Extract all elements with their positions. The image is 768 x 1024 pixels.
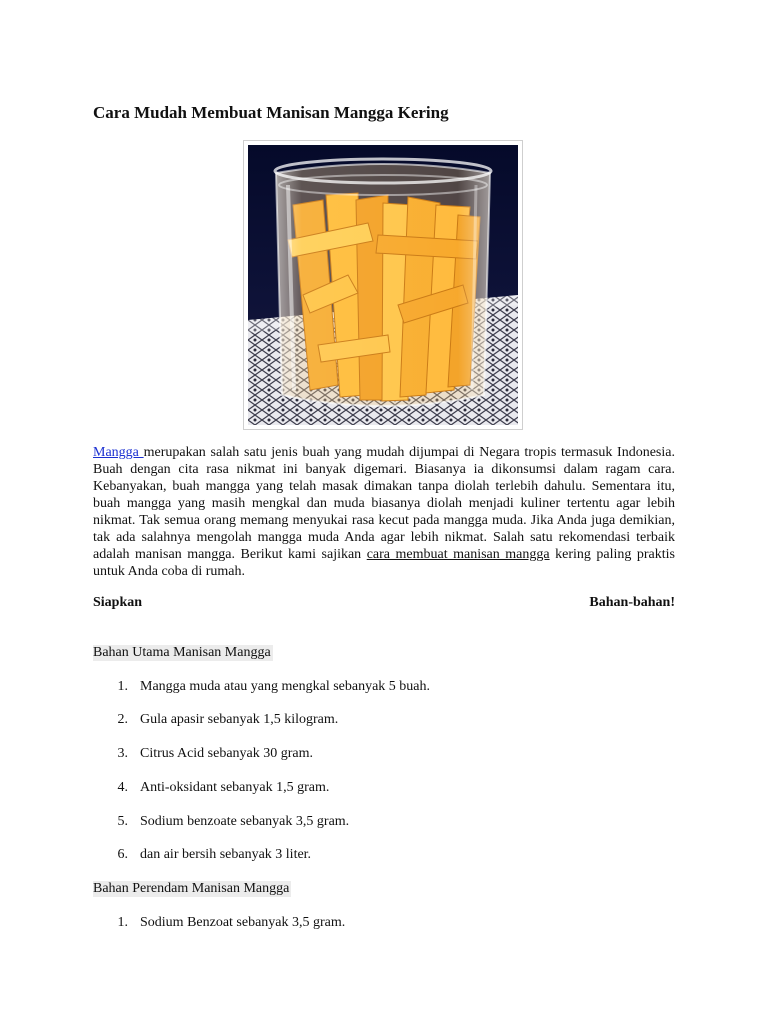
- list-item-text: Sodium benzoate sebanyak 3,5 gram.: [140, 814, 350, 829]
- list-item-text: Gula apasir sebanyak 1,5 kilogram.: [140, 712, 339, 727]
- mango-jar-illustration: [248, 145, 518, 425]
- list-item: [93, 915, 675, 933]
- list-item-text: Sodium Benzoat sebanyak 3,5 gram.: [140, 915, 346, 930]
- intro-text-1: merupakan salah satu jenis buah yang mudah dijumpai di Negara tropis termasuk Indonesia. Buah dengan cita rasa nikmat ini banyak digemari. Biasanya ia dikonsumsi dalam ragam cara. Kebanyakan, buah mangga yang telah masak dimakan tanpa diolah terlebih dahulu. Sementara itu, buah mangga yang masih mengkal dan muda biasanya diolah menjadi kuliner tertentu agar lebih nikmat. Tak semua orang memang menyukai rasa kecut pada mangga muda. Jika Anda juga demikian, tak ada salahnya mengolah mangga muda Anda agar lebih nikmat. Salah satu rekomendasi terbaik adalah manisan mangga. Berikut kami sajikan: [93, 445, 675, 562]
- list-item: [93, 746, 675, 764]
- prep-right-text: Bahan-bahan!: [589, 595, 675, 610]
- prep-heading: [93, 595, 675, 613]
- list-item-number: 6.: [117, 847, 128, 862]
- list-item: [93, 814, 675, 832]
- list-item: [93, 712, 675, 730]
- intro-text-2: kering paling praktis untuk Anda coba di rumah.: [93, 547, 675, 579]
- list-item: [93, 847, 675, 865]
- section-heading-bahan-utama: Bahan Utama Manisan Mangga: [93, 645, 271, 660]
- list-item: [93, 679, 675, 697]
- list-item-number: 3.: [117, 746, 128, 761]
- list-item-number: 2.: [117, 712, 128, 727]
- list-item-number: 1.: [117, 679, 128, 694]
- intro-paragraph: [93, 444, 675, 580]
- list-item: [93, 780, 675, 798]
- prep-left-text: Siapkan: [93, 595, 143, 610]
- list-item-number: 5.: [117, 814, 128, 829]
- mangga-link[interactable]: Mangga: [93, 445, 144, 460]
- list-item-number: 1.: [117, 915, 128, 930]
- list-item-number: 4.: [117, 780, 128, 795]
- section-heading-bahan-perendam: Bahan Perendam Manisan Mangga: [93, 881, 290, 896]
- list-item-text: Citrus Acid sebanyak 30 gram.: [140, 746, 314, 761]
- recipe-link-text[interactable]: cara membuat manisan mangga: [366, 547, 550, 562]
- list-item-text: Anti-oksidant sebanyak 1,5 gram.: [140, 780, 330, 795]
- document-title: Cara Mudah Membuat Manisan Mangga Kering: [93, 103, 449, 122]
- list-item-text: Mangga muda atau yang mengkal sebanyak 5 buah.: [140, 679, 431, 694]
- list-item-text: dan air bersih sebanyak 3 liter.: [140, 847, 312, 862]
- mango-jar-photo: [243, 140, 523, 430]
